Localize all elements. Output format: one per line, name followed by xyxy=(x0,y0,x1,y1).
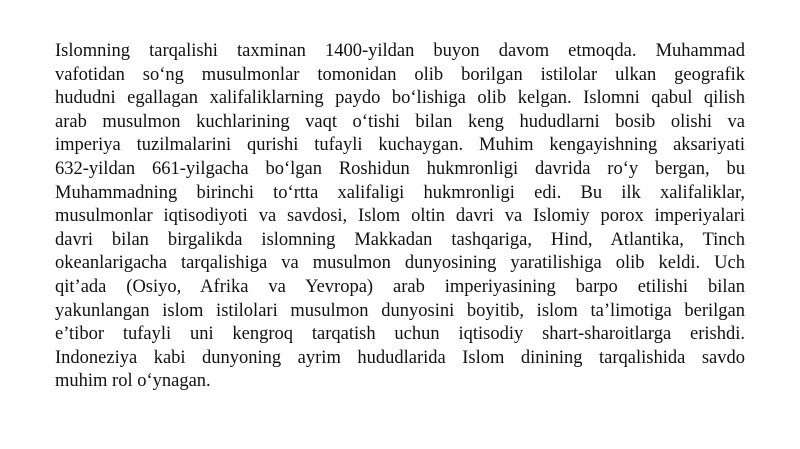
paragraph-line: muhim rol o‘ynagan. xyxy=(55,371,211,392)
paragraph-line: yakunlangan islom istilolari musulmon dunyosini boyitib, islom ta’limotiga berilgan xyxy=(55,300,745,321)
paragraph-line: davri bilan birgalikda islomning Makkadan tashqariga, Hind, Atlantika, Tinch xyxy=(55,229,745,250)
paragraph-line: okeanlarigacha tarqalishiga va musulmon dunyosining yaratilishiga olib keldi. Uch xyxy=(55,253,745,274)
paragraph-line: qit’ada (Osiyo, Afrika va Yevropa) arab imperiyasining barpo etilishi bilan xyxy=(55,276,745,297)
paragraph-line: vafotidan so‘ng musulmonlar tomonidan olib borilgan istilolar ulkan geografik xyxy=(55,64,745,85)
document-page xyxy=(55,40,745,394)
paragraph-line: imperiya tuzilmalarini qurishi tufayli kuchaygan. Muhim kengayishning aksariyati xyxy=(55,135,745,156)
body-paragraph xyxy=(55,40,745,394)
paragraph-line: Indoneziya kabi dunyoning ayrim hududlarida Islom dinining tarqalishida savdo xyxy=(55,347,745,368)
paragraph-line: 632-yildan 661-yilgacha bo‘lgan Roshidun hukmronligi davrida ro‘y bergan, bu xyxy=(55,158,745,179)
paragraph-line: e’tibor tufayli uni kengroq tarqatish uchun iqtisodiy shart-sharoitlarga erishdi. xyxy=(55,324,745,345)
paragraph-line: arab musulmon kuchlarining vaqt o‘tishi bilan keng hududlarni bosib olishi va xyxy=(55,111,745,132)
paragraph-line: Islomning tarqalishi taxminan 1400-yildan buyon davom etmoqda. Muhammad xyxy=(55,41,745,61)
paragraph-line: musulmonlar iqtisodiyoti va savdosi, Islom oltin davri va Islomiy porox imperiyalari xyxy=(55,206,745,227)
paragraph-line: hududni egallagan xalifaliklarning paydo bo‘lishiga olib kelgan. Islomni qabul qilish xyxy=(55,88,745,109)
paragraph-line: Muhammadning birinchi to‘rtta xalifaligi hukmronligi edi. Bu ilk xalifaliklar, xyxy=(55,182,745,203)
